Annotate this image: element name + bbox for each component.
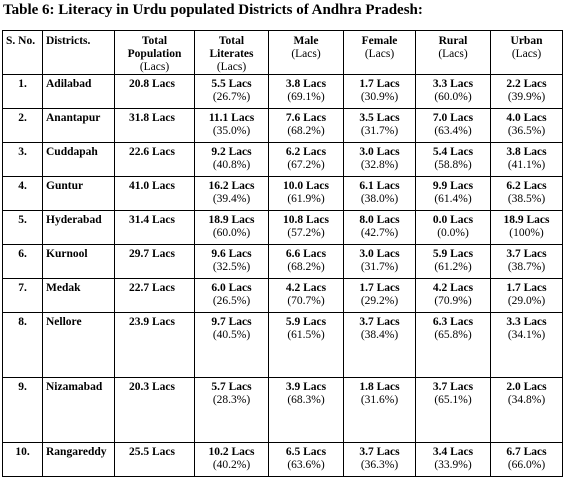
male-literates-percent: (70.7%) bbox=[287, 295, 325, 307]
female-literates-cell bbox=[344, 313, 416, 378]
male-literates-percent: (68.2%) bbox=[287, 125, 325, 137]
total-literates-percent: (35.0%) bbox=[212, 125, 251, 137]
district-name: Adilabad bbox=[43, 75, 115, 109]
urban-literates-value: 2.0 Lacs bbox=[506, 381, 547, 393]
rural-literates-cell bbox=[416, 443, 491, 477]
header-literates-label: Total Literates bbox=[209, 35, 254, 60]
male-literates-cell bbox=[269, 279, 344, 313]
urban-literates-cell bbox=[491, 143, 563, 177]
total-population: 31.4 Lacs bbox=[115, 211, 195, 245]
total-literates-percent: (32.5%) bbox=[212, 261, 251, 273]
header-female-unit: (Lacs) bbox=[364, 48, 395, 60]
urban-literates-cell bbox=[491, 211, 563, 245]
rural-literates-cell bbox=[416, 75, 491, 109]
total-literates-cell bbox=[195, 378, 269, 443]
male-literates-cell bbox=[269, 75, 344, 109]
female-literates-cell bbox=[344, 279, 416, 313]
urban-literates-cell bbox=[491, 378, 563, 443]
total-population: 29.7 Lacs bbox=[115, 245, 195, 279]
urban-literates-value: 6.7 Lacs bbox=[506, 446, 547, 458]
total-literates-percent: (40.2%) bbox=[212, 459, 251, 471]
female-literates-percent: (36.3%) bbox=[360, 459, 399, 471]
table-body bbox=[3, 75, 563, 477]
table-row bbox=[3, 443, 563, 477]
table-row bbox=[3, 211, 563, 245]
urban-literates-cell bbox=[491, 313, 563, 378]
header-urban-unit: (Lacs) bbox=[511, 48, 542, 60]
header-rural-label: Rural bbox=[438, 35, 468, 47]
urban-literates-cell bbox=[491, 75, 563, 109]
male-literates-value: 6.2 Lacs bbox=[285, 146, 327, 158]
district-name: Kurnool bbox=[43, 245, 115, 279]
total-population: 22.6 Lacs bbox=[115, 143, 195, 177]
table-row bbox=[3, 177, 563, 211]
header-literates bbox=[195, 31, 269, 75]
female-literates-value: 1.7 Lacs bbox=[359, 78, 400, 90]
female-literates-value: 1.8 Lacs bbox=[359, 381, 400, 393]
rural-literates-value: 3.7 Lacs bbox=[432, 381, 474, 393]
rural-literates-percent: (58.8%) bbox=[434, 159, 472, 171]
male-literates-percent: (69.1%) bbox=[287, 91, 325, 103]
total-population: 20.8 Lacs bbox=[115, 75, 195, 109]
male-literates-value: 3.8 Lacs bbox=[285, 78, 327, 90]
male-literates-value: 4.2 Lacs bbox=[285, 282, 327, 294]
total-literates-cell bbox=[195, 211, 269, 245]
serial-number: 5. bbox=[3, 211, 43, 245]
serial-number: 2. bbox=[3, 109, 43, 143]
male-literates-value: 6.6 Lacs bbox=[285, 248, 327, 260]
urban-literates-value: 3.7 Lacs bbox=[506, 248, 547, 260]
urban-literates-percent: (38.5%) bbox=[507, 193, 546, 205]
header-rural-unit: (Lacs) bbox=[438, 48, 468, 60]
urban-literates-cell bbox=[491, 279, 563, 313]
total-literates-value: 9.6 Lacs bbox=[211, 248, 252, 260]
female-literates-percent: (42.7%) bbox=[360, 227, 399, 239]
total-literates-value: 10.2 Lacs bbox=[208, 446, 255, 458]
urban-literates-percent: (66.0%) bbox=[507, 459, 546, 471]
rural-literates-value: 3.4 Lacs bbox=[432, 446, 474, 458]
male-literates-cell bbox=[269, 313, 344, 378]
female-literates-percent: (29.2%) bbox=[360, 295, 399, 307]
male-literates-cell bbox=[269, 378, 344, 443]
header-sno: S. No. bbox=[3, 31, 43, 75]
rural-literates-percent: (60.0%) bbox=[434, 91, 472, 103]
female-literates-percent: (31.6%) bbox=[360, 394, 399, 406]
urban-literates-cell bbox=[491, 177, 563, 211]
male-literates-value: 6.5 Lacs bbox=[285, 446, 327, 458]
serial-number: 4. bbox=[3, 177, 43, 211]
total-population: 41.0 Lacs bbox=[115, 177, 195, 211]
male-literates-percent: (57.2%) bbox=[287, 227, 325, 239]
total-literates-value: 6.0 Lacs bbox=[211, 282, 252, 294]
header-male-label: Male bbox=[293, 35, 319, 47]
rural-literates-cell bbox=[416, 177, 491, 211]
rural-literates-cell bbox=[416, 378, 491, 443]
female-literates-value: 3.5 Lacs bbox=[359, 112, 400, 124]
table-row bbox=[3, 378, 563, 443]
header-urban-label: Urban bbox=[510, 35, 543, 47]
total-literates-percent: (26.5%) bbox=[212, 295, 251, 307]
female-literates-cell bbox=[344, 245, 416, 279]
total-literates-percent: (40.8%) bbox=[212, 159, 251, 171]
female-literates-value: 6.1 Lacs bbox=[359, 180, 400, 192]
male-literates-value: 3.9 Lacs bbox=[285, 381, 327, 393]
serial-number: 9. bbox=[3, 378, 43, 443]
female-literates-value: 1.7 Lacs bbox=[359, 282, 400, 294]
total-literates-percent: (60.0%) bbox=[212, 227, 251, 239]
female-literates-value: 8.0 Lacs bbox=[359, 214, 400, 226]
female-literates-value: 3.0 Lacs bbox=[359, 248, 400, 260]
male-literates-percent: (68.2%) bbox=[287, 261, 325, 273]
serial-number: 1. bbox=[3, 75, 43, 109]
rural-literates-percent: (0.0%) bbox=[437, 227, 469, 239]
rural-literates-percent: (61.4%) bbox=[434, 193, 472, 205]
male-literates-percent: (63.6%) bbox=[287, 459, 325, 471]
urban-literates-percent: (41.1%) bbox=[507, 159, 546, 171]
rural-literates-value: 5.4 Lacs bbox=[432, 146, 474, 158]
female-literates-cell bbox=[344, 109, 416, 143]
total-literates-cell bbox=[195, 443, 269, 477]
rural-literates-cell bbox=[416, 109, 491, 143]
male-literates-cell bbox=[269, 177, 344, 211]
total-literates-value: 18.9 Lacs bbox=[208, 214, 255, 226]
total-literates-cell bbox=[195, 109, 269, 143]
urban-literates-value: 1.7 Lacs bbox=[506, 282, 547, 294]
rural-literates-percent: (70.9%) bbox=[434, 295, 472, 307]
header-female bbox=[344, 31, 416, 75]
female-literates-cell bbox=[344, 177, 416, 211]
header-urban bbox=[491, 31, 563, 75]
header-male bbox=[269, 31, 344, 75]
rural-literates-cell bbox=[416, 143, 491, 177]
male-literates-value: 10.0 Lacs bbox=[283, 180, 329, 192]
table-row bbox=[3, 313, 563, 378]
urban-literates-percent: (38.7%) bbox=[507, 261, 546, 273]
urban-literates-percent: (34.8%) bbox=[507, 394, 546, 406]
urban-literates-cell bbox=[491, 109, 563, 143]
rural-literates-percent: (61.2%) bbox=[434, 261, 472, 273]
urban-literates-value: 2.2 Lacs bbox=[506, 78, 547, 90]
total-literates-value: 9.2 Lacs bbox=[211, 146, 252, 158]
table-row bbox=[3, 279, 563, 313]
male-literates-percent: (67.2%) bbox=[287, 159, 325, 171]
male-literates-cell bbox=[269, 143, 344, 177]
female-literates-cell bbox=[344, 443, 416, 477]
header-population bbox=[115, 31, 195, 75]
district-name: Rangareddy bbox=[43, 443, 115, 477]
rural-literates-percent: (33.9%) bbox=[434, 459, 472, 471]
rural-literates-cell bbox=[416, 313, 491, 378]
rural-literates-value: 6.3 Lacs bbox=[432, 316, 474, 328]
total-population: 31.8 Lacs bbox=[115, 109, 195, 143]
district-name: Hyderabad bbox=[43, 211, 115, 245]
literacy-table bbox=[2, 30, 563, 477]
female-literates-value: 3.7 Lacs bbox=[359, 446, 400, 458]
total-literates-cell bbox=[195, 279, 269, 313]
urban-literates-percent: (39.9%) bbox=[507, 91, 546, 103]
female-literates-cell bbox=[344, 378, 416, 443]
rural-literates-value: 0.0 Lacs bbox=[432, 214, 474, 226]
header-population-unit: (Lacs) bbox=[139, 61, 170, 73]
female-literates-value: 3.0 Lacs bbox=[359, 146, 400, 158]
male-literates-value: 7.6 Lacs bbox=[285, 112, 327, 124]
male-literates-percent: (68.3%) bbox=[287, 394, 325, 406]
rural-literates-value: 9.9 Lacs bbox=[432, 180, 474, 192]
table-row bbox=[3, 75, 563, 109]
header-row bbox=[3, 31, 563, 75]
total-literates-value: 11.1 Lacs bbox=[208, 112, 255, 124]
urban-literates-value: 3.8 Lacs bbox=[506, 146, 547, 158]
female-literates-percent: (31.7%) bbox=[360, 261, 399, 273]
serial-number: 8. bbox=[3, 313, 43, 378]
urban-literates-cell bbox=[491, 245, 563, 279]
header-male-unit: (Lacs) bbox=[291, 48, 321, 60]
rural-literates-value: 7.0 Lacs bbox=[432, 112, 474, 124]
urban-literates-percent: (36.5%) bbox=[507, 125, 546, 137]
male-literates-cell bbox=[269, 245, 344, 279]
urban-literates-value: 3.3 Lacs bbox=[506, 316, 547, 328]
total-literates-percent: (28.3%) bbox=[212, 394, 251, 406]
female-literates-cell bbox=[344, 211, 416, 245]
district-name: Anantapur bbox=[43, 109, 115, 143]
serial-number: 3. bbox=[3, 143, 43, 177]
female-literates-value: 3.7 Lacs bbox=[359, 316, 400, 328]
total-literates-cell bbox=[195, 177, 269, 211]
urban-literates-value: 6.2 Lacs bbox=[506, 180, 547, 192]
header-population-label: Total Population bbox=[127, 35, 182, 60]
male-literates-value: 10.8 Lacs bbox=[283, 214, 329, 226]
female-literates-percent: (31.7%) bbox=[360, 125, 399, 137]
male-literates-value: 5.9 Lacs bbox=[285, 316, 327, 328]
serial-number: 7. bbox=[3, 279, 43, 313]
table-title: Table 6: Literacy in Urdu populated Districts of Andhra Pradesh: bbox=[3, 2, 423, 18]
male-literates-percent: (61.9%) bbox=[287, 193, 325, 205]
total-literates-cell bbox=[195, 75, 269, 109]
header-female-label: Female bbox=[361, 35, 398, 47]
total-literates-percent: (39.4%) bbox=[212, 193, 251, 205]
district-name: Guntur bbox=[43, 177, 115, 211]
header-literates-unit: (Lacs) bbox=[216, 61, 247, 73]
urban-literates-value: 4.0 Lacs bbox=[506, 112, 547, 124]
male-literates-cell bbox=[269, 443, 344, 477]
female-literates-percent: (30.9%) bbox=[360, 91, 399, 103]
urban-literates-percent: (100%) bbox=[509, 227, 544, 239]
district-name: Medak bbox=[43, 279, 115, 313]
total-literates-cell bbox=[195, 313, 269, 378]
rural-literates-percent: (65.1%) bbox=[434, 394, 472, 406]
total-literates-value: 9.7 Lacs bbox=[211, 316, 252, 328]
urban-literates-percent: (29.0%) bbox=[507, 295, 546, 307]
female-literates-percent: (32.8%) bbox=[360, 159, 399, 171]
male-literates-cell bbox=[269, 211, 344, 245]
rural-literates-cell bbox=[416, 211, 491, 245]
district-name: Nellore bbox=[43, 313, 115, 378]
total-literates-percent: (40.5%) bbox=[212, 329, 251, 341]
total-literates-cell bbox=[195, 143, 269, 177]
female-literates-cell bbox=[344, 75, 416, 109]
district-name: Cuddapah bbox=[43, 143, 115, 177]
urban-literates-value: 18.9 Lacs bbox=[503, 214, 550, 226]
rural-literates-value: 5.9 Lacs bbox=[432, 248, 474, 260]
total-population: 25.5 Lacs bbox=[115, 443, 195, 477]
header-rural bbox=[416, 31, 491, 75]
rural-literates-cell bbox=[416, 279, 491, 313]
total-literates-value: 16.2 Lacs bbox=[208, 180, 255, 192]
rural-literates-percent: (63.4%) bbox=[434, 125, 472, 137]
rural-literates-value: 4.2 Lacs bbox=[432, 282, 474, 294]
male-literates-cell bbox=[269, 109, 344, 143]
total-literates-percent: (26.7%) bbox=[212, 91, 251, 103]
female-literates-percent: (38.0%) bbox=[360, 193, 399, 205]
district-name: Nizamabad bbox=[43, 378, 115, 443]
urban-literates-cell bbox=[491, 443, 563, 477]
female-literates-cell bbox=[344, 143, 416, 177]
total-literates-cell bbox=[195, 245, 269, 279]
female-literates-percent: (38.4%) bbox=[360, 329, 399, 341]
serial-number: 6. bbox=[3, 245, 43, 279]
rural-literates-value: 3.3 Lacs bbox=[432, 78, 474, 90]
total-population: 22.7 Lacs bbox=[115, 279, 195, 313]
table-row bbox=[3, 245, 563, 279]
table-row bbox=[3, 109, 563, 143]
total-literates-value: 5.5 Lacs bbox=[211, 78, 252, 90]
table-row bbox=[3, 143, 563, 177]
header-district: Districts. bbox=[43, 31, 115, 75]
total-population: 20.3 Lacs bbox=[115, 378, 195, 443]
urban-literates-percent: (34.1%) bbox=[507, 329, 546, 341]
total-literates-value: 5.7 Lacs bbox=[211, 381, 252, 393]
rural-literates-cell bbox=[416, 245, 491, 279]
total-population: 23.9 Lacs bbox=[115, 313, 195, 378]
male-literates-percent: (61.5%) bbox=[287, 329, 325, 341]
rural-literates-percent: (65.8%) bbox=[434, 329, 472, 341]
serial-number: 10. bbox=[3, 443, 43, 477]
